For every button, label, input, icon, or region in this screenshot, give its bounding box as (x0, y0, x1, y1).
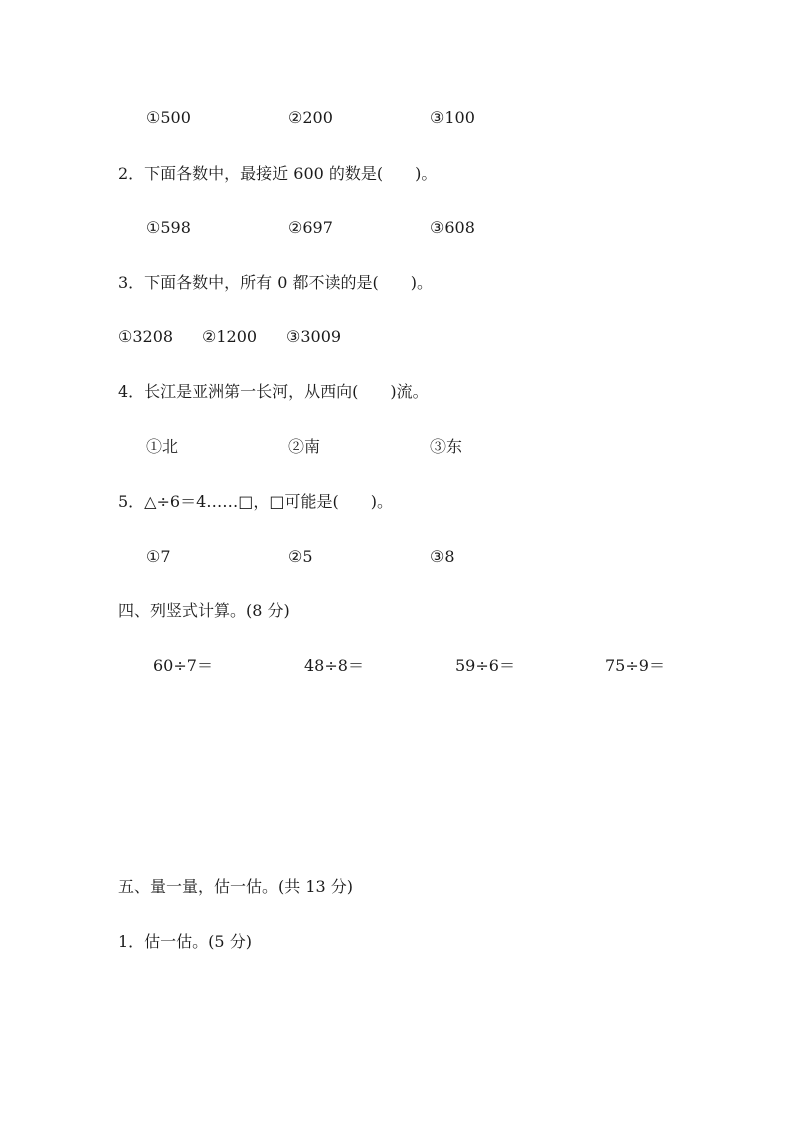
calc-item-4: 75÷9＝ (605, 656, 665, 675)
q4-option-3: ③东 (430, 437, 463, 456)
q5-option-2: ②5 (288, 547, 313, 566)
question-4: 4．长江是亚洲第一长河，从西向( )流。 (118, 382, 429, 401)
question-2: 2．下面各数中，最接近 600 的数是( )。 (118, 164, 438, 183)
calc-item-3: 59÷6＝ (455, 656, 515, 675)
q5-option-3: ③8 (430, 547, 455, 566)
q3-option-2: ②1200 (202, 327, 258, 346)
calc-item-1: 60÷7＝ (153, 656, 213, 675)
q4-option-1: ①北 (146, 437, 179, 456)
calc-item-2: 48÷8＝ (304, 656, 364, 675)
question-3: 3．下面各数中，所有 0 都不读的是( )。 (118, 273, 434, 292)
option-200: ②200 (288, 108, 333, 127)
q3-option-3: ③3009 (286, 327, 342, 346)
q2-option-2: ②697 (288, 218, 333, 237)
q4-option-2: ②南 (288, 437, 321, 456)
section-5-title: 五、量一量，估一估。(共 13 分) (118, 877, 354, 896)
option-100: ③100 (430, 108, 475, 127)
q2-option-1: ①598 (146, 218, 191, 237)
q2-option-3: ③608 (430, 218, 475, 237)
q3-option-1: ①3208 (118, 327, 174, 346)
section-4-title: 四、列竖式计算。(8 分) (118, 601, 290, 620)
q5-option-1: ①7 (146, 547, 171, 566)
section-5-sub-1: 1．估一估。(5 分) (118, 932, 252, 951)
question-5: 5．△÷6＝4……□，□可能是( )。 (118, 492, 393, 511)
option-500: ①500 (146, 108, 191, 127)
